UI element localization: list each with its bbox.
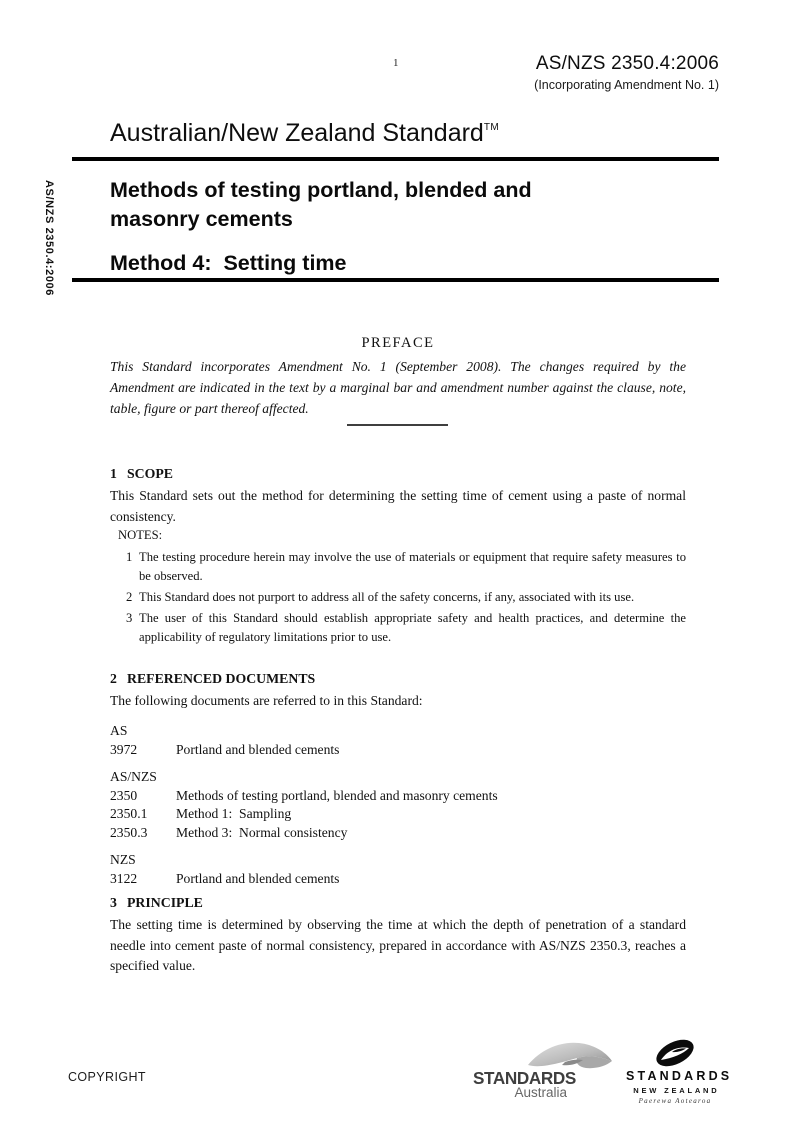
document-group-label: NZS <box>110 852 136 867</box>
referenced-documents-paragraph: The following documents are referred to in this Standard: <box>110 693 423 708</box>
document-row <box>110 741 686 760</box>
standards-nz-name: STANDARDS <box>626 1069 733 1083</box>
section-title: PRINCIPLE <box>127 895 203 910</box>
notes-label: NOTES: <box>118 528 163 542</box>
document-title-text: Portland and blended cements <box>176 870 340 886</box>
method-title: Method 4: Setting time <box>110 251 347 275</box>
standards-australia-logo <box>473 1041 613 1099</box>
section-number: 3 <box>110 895 117 910</box>
document-code: 2350.1 <box>110 806 148 821</box>
document-row <box>110 805 686 824</box>
preface-heading: PREFACE <box>361 335 435 351</box>
document-title-line1: Methods of testing portland, blended and <box>110 178 532 202</box>
document-code: 2350.3 <box>110 824 148 840</box>
document-row <box>110 824 686 843</box>
document-row <box>110 870 686 889</box>
standards-nz-fern-icon <box>652 1038 698 1068</box>
page-number: 1 <box>393 57 399 69</box>
series-title <box>110 119 499 148</box>
top-horizontal-rule <box>72 157 719 161</box>
standards-australia-name: STANDARDS <box>473 1068 576 1088</box>
document-title-text: Method 1: Sampling <box>176 806 292 821</box>
document-code: 3122 <box>110 870 138 886</box>
note-text: The user of this Standard should establish appropriate safety and health practices, and determine the applicability of regulatory limitations prior to use. <box>139 611 686 644</box>
note-number: 2 <box>126 590 133 604</box>
copyright-label: COPYRIGHT <box>68 1070 146 1084</box>
document-code: 3972 <box>110 741 138 757</box>
document-title-line2: masonry cements <box>110 207 293 231</box>
standard-code: AS/NZS 2350.4:2006 <box>535 53 719 74</box>
section-title: REFERENCED DOCUMENTS <box>127 671 316 686</box>
note-item <box>110 588 686 607</box>
document-title <box>110 176 532 234</box>
spine-text: AS/NZS 2350.4:2006 <box>43 180 55 296</box>
document-group-label: AS <box>110 723 128 738</box>
standards-australia-swoosh-icon <box>527 1041 613 1070</box>
note-number: 3 <box>126 611 133 625</box>
bottom-horizontal-rule <box>72 278 719 282</box>
document-title-text: Methods of testing portland, blended and masonry cements <box>176 787 498 803</box>
document-row <box>110 787 686 806</box>
standards-nz-region: NEW ZEALAND <box>633 1086 720 1095</box>
preface-paragraph: This Standard incorporates Amendment No. 1 (September 2008). The changes required by the Amendment are indicated in the text by a marginal bar and amendment number against the clause, note, table, figure or part thereof affected. <box>110 359 686 416</box>
note-text: This Standard does not purport to address all of the safety concerns, if any, associated with its use. <box>139 590 635 604</box>
series-title-text: Australian/New Zealand Standard <box>110 119 484 147</box>
document-code: 2350 <box>110 787 138 803</box>
note-number: 1 <box>126 550 133 564</box>
section-heading-principle <box>110 894 686 912</box>
header <box>534 53 719 92</box>
note-text: The testing procedure herein may involve the use of materials or equipment that require safety measures to be observed. <box>139 550 686 583</box>
document-title-text: Portland and blended cements <box>176 741 340 757</box>
document-title-text: Method 3: Normal consistency <box>176 824 348 840</box>
referenced-documents-list <box>110 722 686 897</box>
document-group-asnzs <box>110 768 686 842</box>
standards-nz-logo <box>626 1038 733 1105</box>
document-group-nzs <box>110 851 686 888</box>
standards-australia-region: Australia <box>514 1085 567 1100</box>
note-item <box>110 609 686 647</box>
trademark-symbol: TM <box>483 121 500 133</box>
document-group-label: AS/NZS <box>110 769 157 784</box>
section-heading-referenced-documents <box>110 670 686 688</box>
section-number: 1 <box>110 466 117 481</box>
section-number: 2 <box>110 671 117 686</box>
section-title: SCOPE <box>127 466 173 481</box>
notes-list <box>110 548 686 649</box>
section-heading-scope <box>110 465 686 483</box>
principle-paragraph: The setting time is determined by observing the time at which the depth of penetration of a standard needle into cement paste of normal consistency, prepared in accordance with AS/NZS 2350.3, reaches a specified value. <box>110 917 686 974</box>
scope-paragraph: This Standard sets out the method for determining the setting time of cement using a paste of normal consistency. <box>110 488 686 524</box>
amendment-note: (Incorporating Amendment No. 1) <box>534 78 719 92</box>
standards-nz-tagline: Paerewa Aotearoa <box>638 1097 712 1105</box>
preface-divider <box>347 424 448 426</box>
document-group-as <box>110 722 686 759</box>
note-item <box>110 548 686 586</box>
